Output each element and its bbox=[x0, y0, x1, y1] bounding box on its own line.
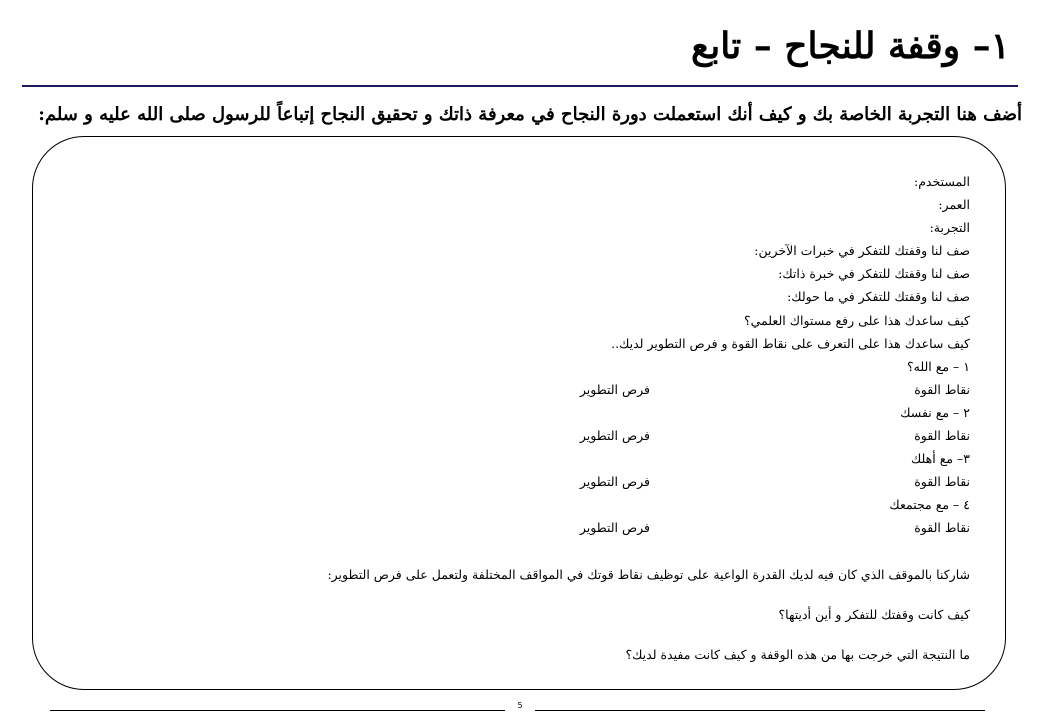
group-row-community bbox=[70, 516, 970, 539]
opportunities-label: فرص التطوير bbox=[579, 381, 650, 397]
share-situation-prompt: شاركنا بالموقف الذي كان فيه لديك القدرة الواعية على توظيف نقاط قوتك في المواقف المختلفة ولتعمل على فرص التطوير: bbox=[327, 566, 970, 582]
academic-level-prompt: كيف ساعدك هذا على رفع مستواك العلمي؟ bbox=[744, 312, 970, 328]
strengths-label: نقاط القوة bbox=[914, 381, 970, 397]
opportunities-label: فرص التطوير bbox=[579, 428, 650, 444]
opportunities-label: فرص التطوير bbox=[579, 520, 650, 536]
group-heading-self: ٢ – مع نفسك bbox=[900, 404, 970, 420]
strengths-label: نقاط القوة bbox=[914, 428, 970, 444]
footer-divider-right bbox=[535, 710, 985, 711]
strengths-label: نقاط القوة bbox=[914, 474, 970, 490]
group-heading-community: ٤ – مع مجتمعك bbox=[889, 497, 970, 513]
footer-divider-left bbox=[50, 710, 505, 711]
group-row-self bbox=[70, 424, 970, 447]
group-row-family bbox=[70, 470, 970, 493]
group-row-god bbox=[70, 378, 970, 401]
others-experience-prompt: صف لنا وقفتك للتفكر في خبرات الآخرين: bbox=[754, 243, 970, 259]
outcome-question: ما النتيجة التي خرجت بها من هذه الوقفة و كيف كانت مفيدة لديك؟ bbox=[625, 646, 970, 662]
reflection-question: كيف كانت وقفتك للتفكر و أين أديتها؟ bbox=[778, 606, 970, 622]
group-heading-god: ١ – مع الله؟ bbox=[907, 358, 970, 374]
instruction-text: أضف هنا التجربة الخاصة بك و كيف أنك استعملت دورة النجاح في معرفة ذاتك و تحقيق النجاح إتباعاً للرسول صلى الله عليه و سلم: bbox=[38, 104, 1022, 125]
form-content bbox=[70, 170, 970, 666]
experience-field-label: التجربة: bbox=[929, 220, 970, 236]
page-title: ١– وقفة للنجاح – تابع bbox=[691, 25, 1010, 67]
self-experience-prompt: صف لنا وقفتك للتفكر في خبرة ذاتك: bbox=[778, 266, 970, 282]
surroundings-prompt: صف لنا وقفتك للتفكر في ما حولك: bbox=[787, 289, 970, 305]
page-number: 5 bbox=[517, 701, 523, 710]
age-field-label: العمر: bbox=[938, 197, 970, 213]
group-heading-family: ٣– مع أهلك bbox=[910, 451, 970, 467]
title-divider bbox=[22, 85, 1018, 87]
opportunities-label: فرص التطوير bbox=[579, 474, 650, 490]
user-field-label: المستخدم: bbox=[913, 174, 970, 189]
strengths-opportunities-prompt: كيف ساعدك هذا على التعرف على نقاط القوة و فرص التطوير لديك.. bbox=[611, 335, 970, 351]
strengths-label: نقاط القوة bbox=[914, 520, 970, 536]
